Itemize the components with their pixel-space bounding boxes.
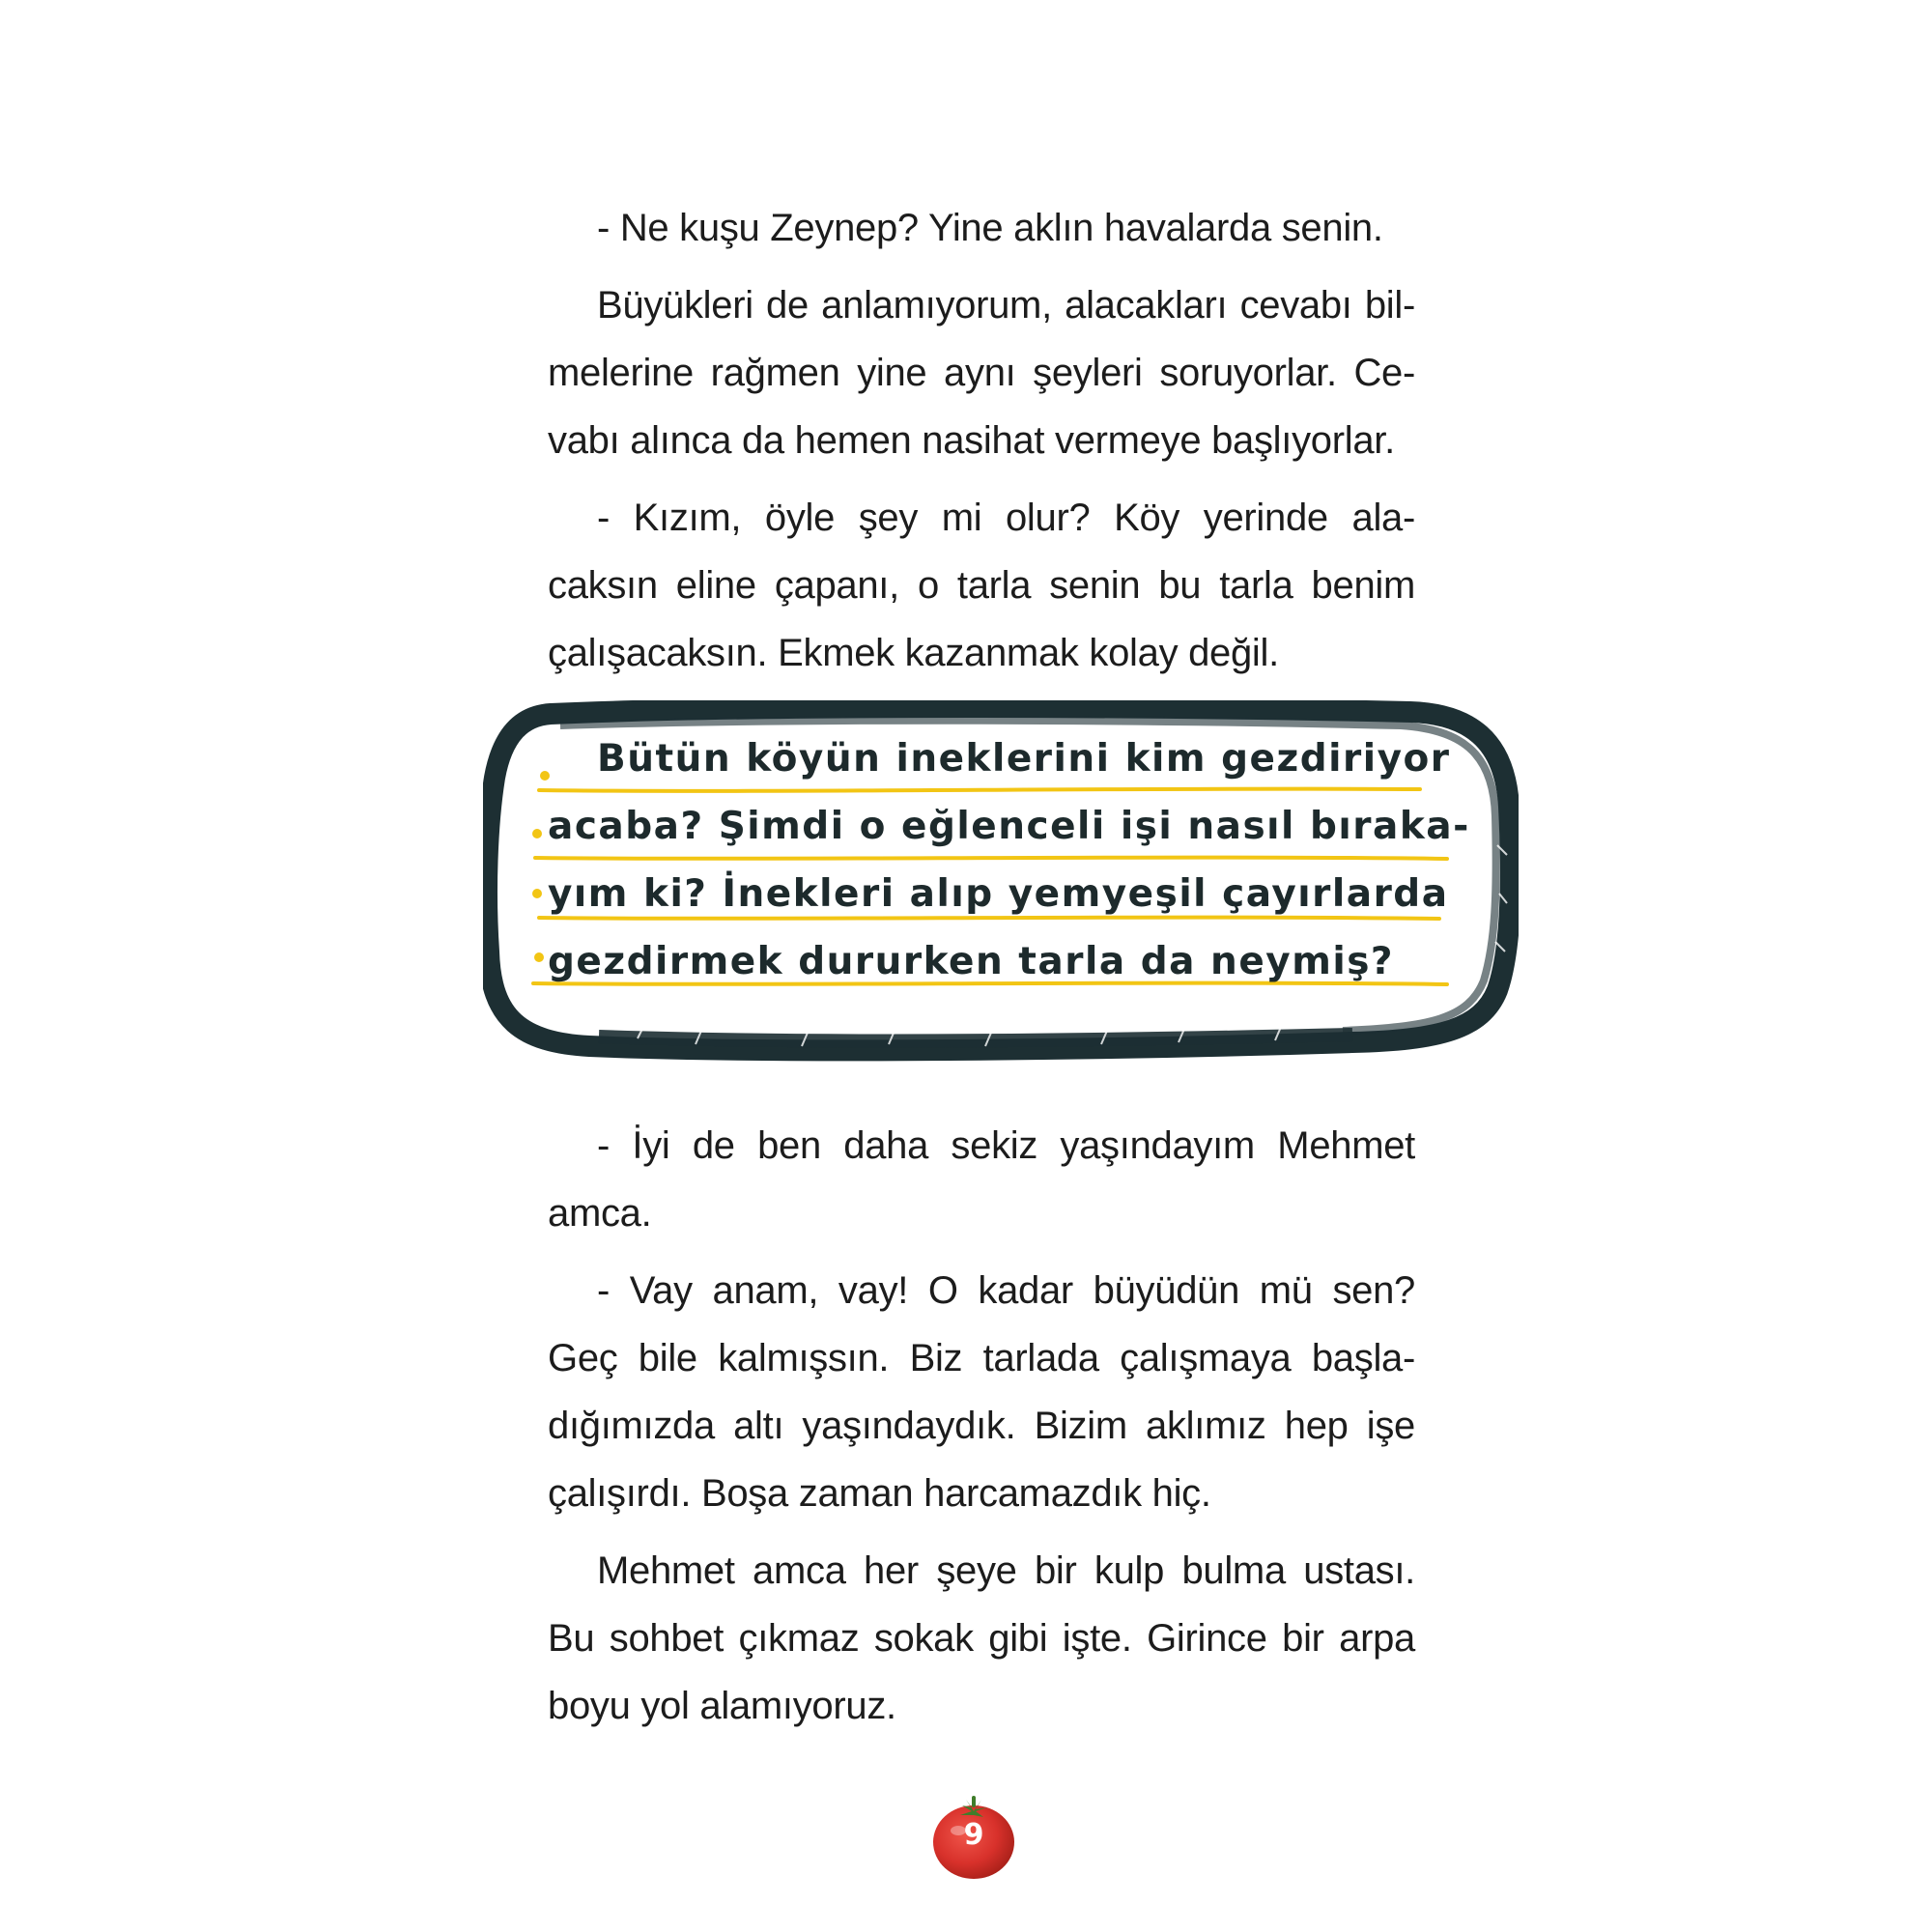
dialogue-line: - Vay anam, vay! O kadar büyüdün mü sen? bbox=[597, 1269, 1415, 1312]
text-line: vabı alınca da hemen nasihat vermeye başlıyorlar. bbox=[548, 419, 1395, 462]
callout-line: acaba? Şimdi o eğlenceli işi nasıl bıraka- bbox=[548, 805, 1470, 848]
dialogue-line: - Ne kuşu Zeynep? Yine aklın havalarda senin. bbox=[597, 207, 1383, 249]
text-line: caksın eline çapanı, o tarla senin bu tarla benim bbox=[548, 564, 1415, 607]
text-line: Mehmet amca her şeye bir kulp bulma ustası. bbox=[597, 1549, 1415, 1592]
callout-line: gezdirmek dururken tarla da neymiş? bbox=[548, 940, 1395, 983]
page-number: 9 bbox=[963, 1818, 984, 1852]
text-line: melerine rağmen yine aynı şeyleri soruyorlar. Ce- bbox=[548, 352, 1415, 394]
text-line: çalışırdı. Boşa zaman harcamazdık hiç. bbox=[548, 1472, 1211, 1515]
callout-line: Bütün köyün ineklerini kim gezdiriyor bbox=[597, 737, 1451, 781]
callout-line: yım ki? İnekleri alıp yemyeşil çayırlarda bbox=[548, 872, 1449, 916]
text-line: amca. bbox=[548, 1192, 652, 1235]
text-line: Geç bile kalmışsın. Biz tarlada çalışmaya başla- bbox=[548, 1337, 1415, 1379]
dialogue-line: - İyi de ben daha sekiz yaşındayım Mehmet bbox=[597, 1124, 1415, 1167]
text-line: Büyükleri de anlamıyorum, alacakları cevabı bil- bbox=[597, 284, 1415, 327]
text-line: boyu yol alamıyoruz. bbox=[548, 1685, 896, 1727]
text-line: dığımızda altı yaşındaydık. Bizim aklımız hep işe bbox=[548, 1405, 1415, 1447]
text-line: Bu sohbet çıkmaz sokak gibi işte. Girince bir arpa bbox=[548, 1617, 1415, 1660]
text-line: çalışacaksın. Ekmek kazanmak kolay değil. bbox=[548, 632, 1279, 674]
dialogue-line: - Kızım, öyle şey mi olur? Köy yerinde ala- bbox=[597, 497, 1415, 539]
